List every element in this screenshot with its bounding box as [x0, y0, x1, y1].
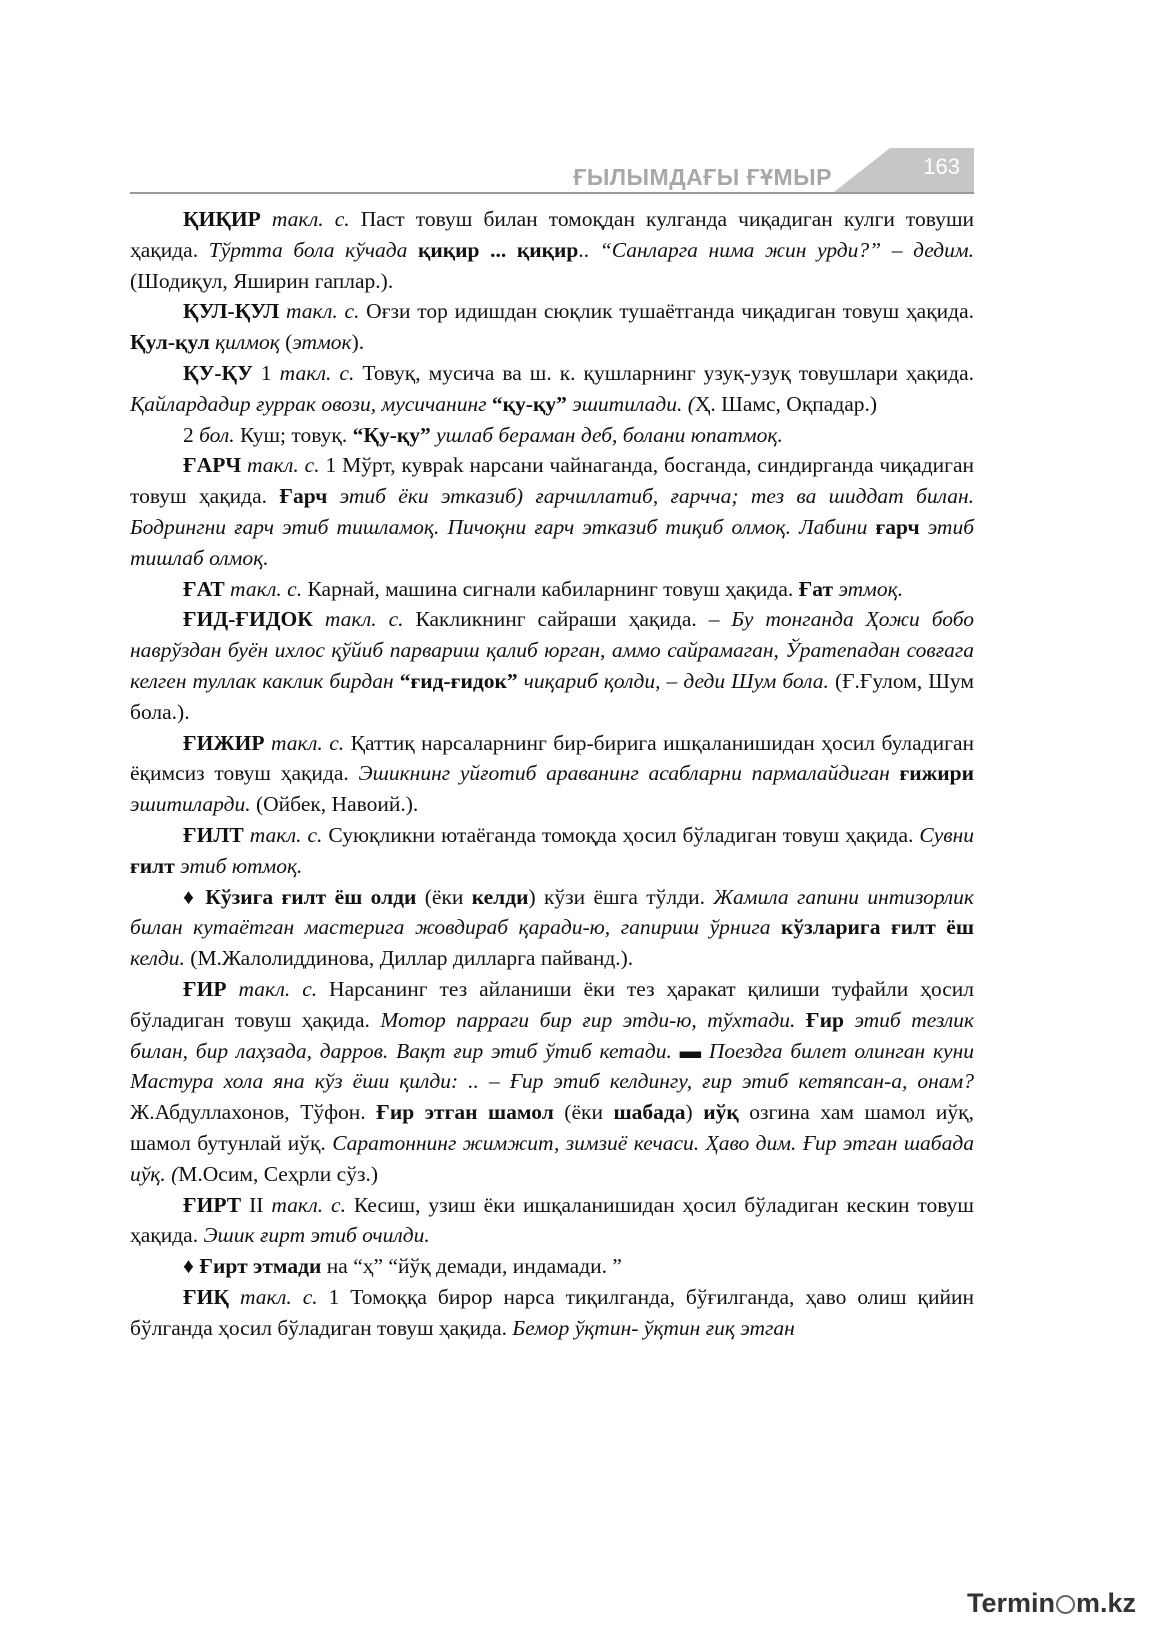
- headword: ҒАРЧ: [183, 453, 242, 478]
- headword: ҚУЛ-ҚУЛ: [183, 299, 280, 324]
- entry-text: ).: [351, 330, 365, 355]
- italic-text: Бемор ўқтин- ўқтин ғиқ этган: [512, 1315, 795, 1340]
- entry-text: на “ҳ” “йўқ демади, индамади. ”: [321, 1254, 622, 1279]
- italic-text: такл. с.: [238, 976, 318, 1001]
- entry-text: Куш; товуқ.: [234, 422, 353, 447]
- entry-text: (ёки: [416, 884, 472, 909]
- entry-text: Товуқ, мусича ва ш. к. қушларнинг узуқ-узуқ товушлари ҳақида.: [354, 360, 974, 385]
- italic-text: Тўртта бола кўчада: [208, 237, 418, 262]
- entry-text: [261, 207, 272, 231]
- headword: ҒИД-ҒИДОК: [183, 607, 313, 632]
- dictionary-text: [130, 204, 974, 1343]
- italic-text: бол.: [199, 422, 235, 447]
- entry-text: [279, 299, 286, 323]
- entry-text: [844, 1008, 854, 1032]
- headword: ғарч: [875, 514, 920, 539]
- entry-text: Ҳ. Шамс, Оқпадар.): [694, 391, 878, 416]
- dictionary-entry: [130, 574, 974, 605]
- logo-text: ermin: [981, 1588, 1055, 1618]
- logo-domain: m.kz: [1075, 1588, 1136, 1618]
- entry-text: озгина хам шамол иўқ, шамол бутунлай иўқ.: [130, 1100, 974, 1155]
- headword: ҒИЖИР: [183, 730, 265, 755]
- entry-text: ): [685, 1100, 704, 1125]
- entry-text: ..: [578, 237, 600, 262]
- dictionary-entry: [130, 296, 974, 358]
- headword: Ғарч: [279, 484, 328, 509]
- entry-text: [795, 1008, 805, 1032]
- headword: қиқир ... қиқир: [418, 237, 579, 262]
- entry-text: Карнай, машина сигнали кабиларнинг товуш ҳақида.: [302, 576, 799, 601]
- italic-text: қилмоқ: [215, 330, 280, 355]
- headword: “қу-қу”: [491, 391, 567, 416]
- italic-text: Саратоннинг жимжит, зимзиё кечаси. Ҳаво дим. Ғир этган шабада иўқ. (: [130, 1130, 974, 1186]
- dictionary-entry: [130, 204, 974, 296]
- italic-text: Қайлардадир ғуррак овози, мусичанинг: [130, 391, 492, 416]
- entry-text: [227, 977, 239, 1001]
- headword: ғижири: [899, 761, 975, 786]
- headword: ♦ Ғирт этмади: [183, 1254, 322, 1279]
- headword: “ғид-ғидок”: [399, 668, 518, 693]
- italic-text: ушлаб бераман деб, болани юпатмоқ.: [436, 422, 783, 447]
- page-number: 163: [923, 154, 960, 179]
- entry-text: (Шодиқул, Яширин гаплар.).: [130, 268, 394, 293]
- entry-text: ) кўзи ёшга тўлди.: [528, 884, 714, 909]
- entry-text: [229, 1285, 240, 1309]
- entry-text: [313, 607, 325, 631]
- running-title: ҒЫЛЫМДАҒЫ ҒҰМЫР: [573, 164, 832, 190]
- dictionary-entry: [130, 1190, 974, 1252]
- entry-text: (ёки: [553, 1100, 614, 1125]
- entry-text: Паст товуш билан томоқдан кулганда чиқадиган кулги товуши ҳақида.: [130, 207, 975, 262]
- entry-text: II: [241, 1192, 272, 1217]
- dictionary-entry: [130, 820, 974, 882]
- italic-text: такл. с.: [271, 1192, 346, 1217]
- italic-text: келди.: [130, 946, 185, 971]
- entry-text: [920, 515, 928, 539]
- italic-text: этиб ёки этказиб) ғарчиллатиб, ғарчча; тез ва шиддат билан. Бодрингни ғарч этиб тишламоқ. Пичоқни ғарч этказиб тиқиб олмоқ. Лабини: [130, 484, 974, 539]
- entry-text: [327, 484, 339, 508]
- entry-text: Қаттиқ нарсаларнинг бир-бирига ишқаланишидан ҳосил буладиган ёқимсиз товуш ҳақида.: [130, 730, 974, 786]
- italic-text: эшитилади. (: [572, 391, 695, 416]
- italic-text: такл. с.: [271, 207, 350, 231]
- entry-text: 2: [183, 422, 200, 447]
- headword: ҒИРТ: [183, 1192, 242, 1217]
- italic-text: Жамила гапини интизорлик билан кутаётган мастерига жовдираб қаради-ю, гапириш ўрнига: [130, 884, 974, 940]
- headword: Ғир этган шамол: [376, 1100, 554, 1125]
- italic-text: такл. с.: [279, 360, 355, 385]
- italic-text: чиқариб қолди, – деди Шум бола.: [523, 668, 829, 693]
- dictionary-entry: [130, 974, 974, 1190]
- italic-text: этмок: [292, 330, 352, 355]
- headword: ғилт: [130, 853, 175, 878]
- entry-text: Оғзи тор идишдан сюқлик тушаётганда чиқадиган товуш ҳақида.: [359, 299, 975, 324]
- italic-text: “Санларга нима жин урди?” – дедим.: [599, 237, 974, 262]
- italic-text: такл. с.: [286, 299, 360, 324]
- dictionary-entry: [130, 728, 974, 820]
- dictionary-entry: [130, 1282, 974, 1344]
- italic-text: такл. с.: [271, 730, 345, 755]
- headword: ♦ Кўзига ғилт ёш олди: [183, 884, 417, 909]
- terminkom-logo: [967, 1588, 1136, 1619]
- headword: кўзларига ғилт ёш: [781, 915, 974, 940]
- italic-text: такл. с.: [249, 822, 323, 847]
- headword: ҚУ-ҚУ: [183, 360, 253, 385]
- headword: келди: [471, 884, 529, 909]
- headword: ҒИР: [183, 976, 227, 1001]
- dictionary-entry: [130, 358, 974, 420]
- headword: Қул-қул: [130, 330, 210, 355]
- italic-text: такл. с.: [324, 607, 404, 632]
- entry-text: (Ғ.Ғулом, Шум бола.).: [130, 668, 975, 724]
- entry-text: Какликнинг сайраши ҳақида.: [403, 607, 709, 632]
- entry-text: Ж.Абдуллахонов, Тўфон.: [130, 1100, 377, 1125]
- italic-text: Эшик ғирт этиб очилди.: [203, 1223, 430, 1248]
- italic-text: этиб ютмоқ.: [180, 853, 303, 878]
- italic-text: Эшикнинг уйғотиб араванинг асабларни пармалайдиган: [358, 761, 900, 786]
- logo-letter: T: [966, 1588, 982, 1618]
- headword: “Қу-қу”: [352, 422, 431, 447]
- entry-text: (: [279, 330, 293, 355]
- italic-text: такл. с.: [247, 453, 320, 478]
- italic-text: такл. с.: [230, 576, 303, 601]
- italic-text: этиб тишлаб олмоқ.: [130, 514, 975, 570]
- italic-text: такл. с.: [239, 1284, 318, 1309]
- entry-text: 1 Томоққа бирор нарса тиқилганда, бўғилганда, ҳаво олиш қийин бўлганда ҳосил бўладиган товуш ҳақида.: [130, 1284, 974, 1340]
- dictionary-entry: [130, 450, 974, 573]
- dictionary-entry: [130, 882, 974, 974]
- entry-text: М.Осим, Сеҳрли сўз.): [178, 1161, 378, 1186]
- italic-text: этмоқ.: [838, 576, 904, 601]
- header-rule: [130, 192, 974, 194]
- headword: иўқ: [703, 1100, 739, 1125]
- italic-text: Мотор парраги бир ғир этди-ю, тўхтади.: [380, 1007, 796, 1032]
- italic-text: эшитиларди.: [130, 792, 251, 817]
- entry-text: Суюқликни ютаёганда томоқда ҳосил бўладиган товуш ҳақида.: [322, 822, 920, 847]
- headword: ҚИҚИР: [183, 207, 261, 231]
- italic-text: этиб тезлик билан, бир лаҳзада, дарров. Вақт ғир этиб ўтиб кетади. ▬ Поездга билет олинган куни Мастура хола яна кўз ёши қилди: .. – Ғир этиб келдингу, ғир этиб кетяпсан-а, онам?: [130, 1007, 975, 1094]
- dictionary-entry: [130, 1251, 974, 1282]
- italic-text: Сувни: [919, 822, 974, 847]
- running-header: [130, 148, 974, 196]
- entry-text: Нарсанинг тез айланиши ёки тез ҳаракат қилиши туфайли ҳосил бўладиган товуш ҳақида.: [130, 976, 975, 1032]
- entry-text: (Ойбек, Навоий.).: [250, 792, 419, 817]
- entry-text: 1 Мўрт, кувраk нарсани чайнаганда, босганда, синдирганда чиқадиган товуш ҳақида.: [130, 453, 975, 509]
- entry-text: 1: [252, 360, 280, 385]
- headword: ҒИЛТ: [183, 822, 244, 847]
- headword: шабада: [613, 1100, 686, 1125]
- headword: Ғат: [798, 576, 834, 601]
- headword: ҒИҚ: [183, 1284, 229, 1309]
- headword: Ғир: [805, 1007, 844, 1032]
- headword: ҒАТ: [183, 576, 225, 601]
- dictionary-entry: [130, 420, 974, 451]
- entry-text: (М.Жалолиддинова, Диллар дилларга пайванд.).: [184, 946, 634, 971]
- magnifier-icon: [1056, 1595, 1075, 1614]
- italic-text: – Бу тонганда Ҳожи бобо наврўздан буён ихлос қўйиб парвариш қалиб юрган, аммо сайрамаган, Ўратепадан совғага келген туллак каклик бирдан: [130, 607, 974, 693]
- entry-text: Кесиш, узиш ёки ишқаланишидан ҳосил бўладиган кескин товуш ҳақида.: [130, 1192, 974, 1248]
- dictionary-entry: [130, 604, 974, 727]
